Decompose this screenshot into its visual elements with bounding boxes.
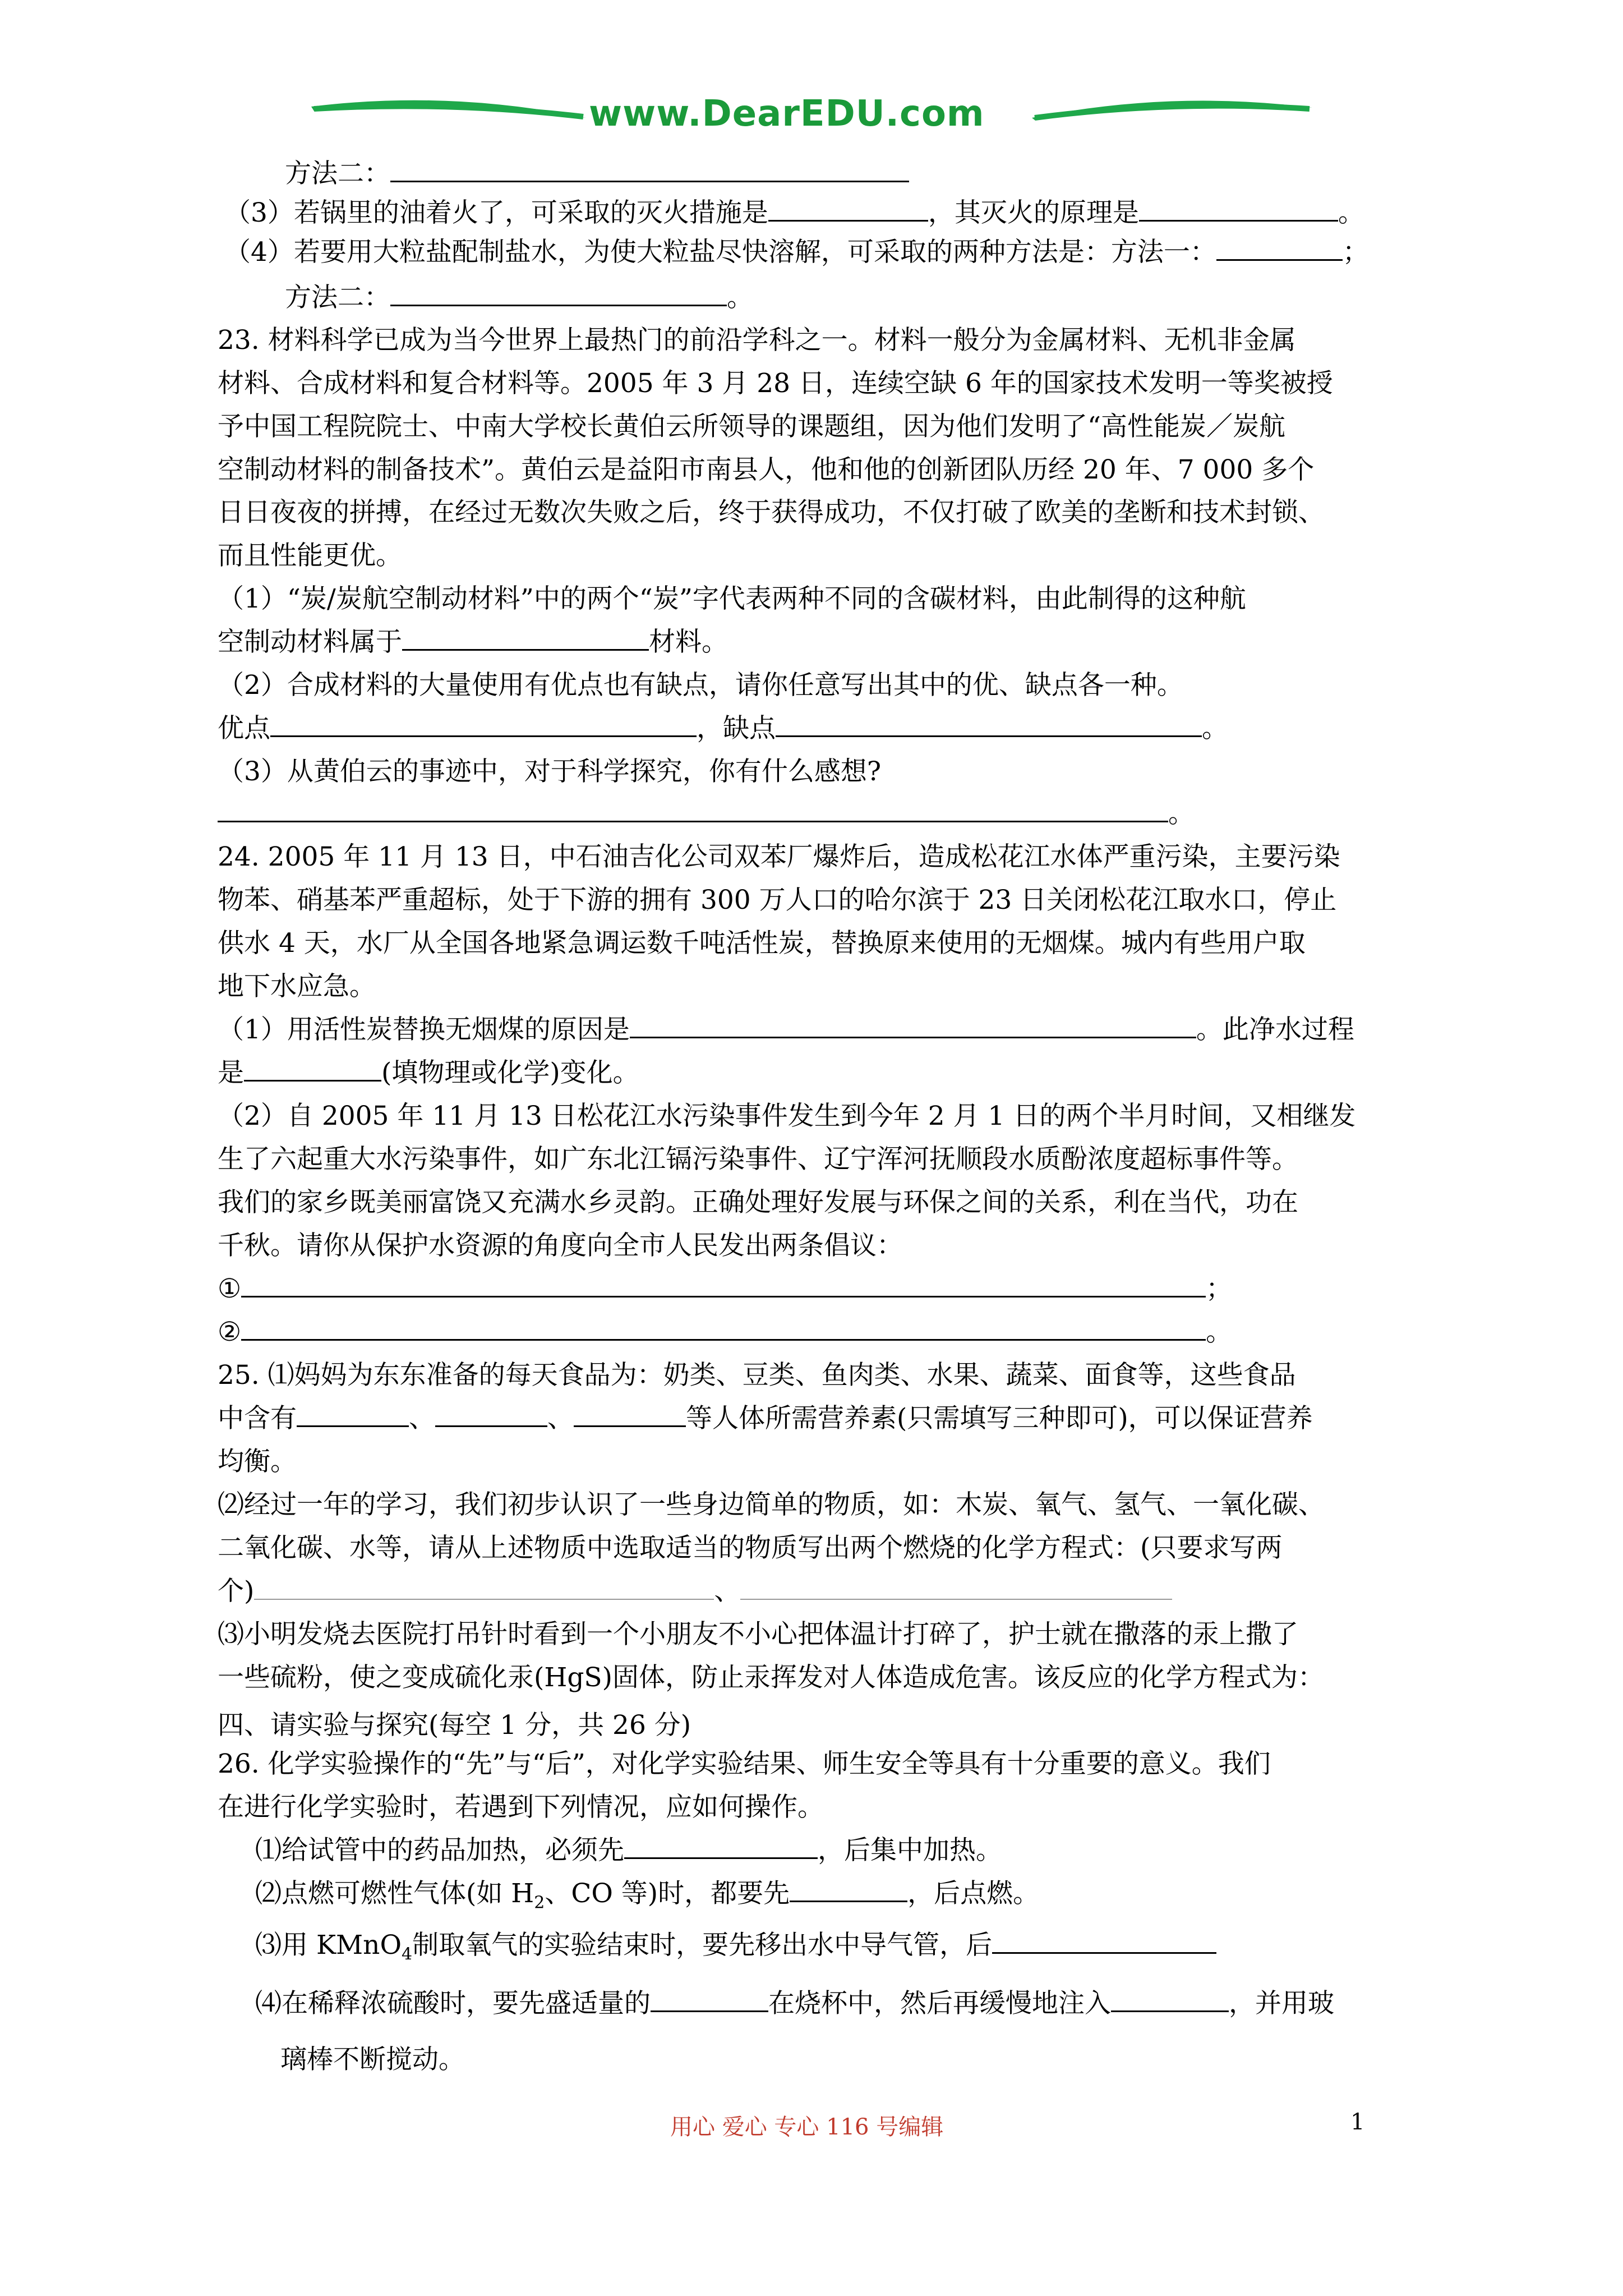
text-line: 生了六起重大水污染事件，如广东北江镉污染事件、辽宁浑河抚顺段水质酚浓度超标事件等。 <box>218 1144 1298 1175</box>
page-number: 1 <box>1350 2109 1365 2135</box>
text-line: 26. 化学实验操作的“先”与“后”，对化学实验结果、师生安全等具有十分重要的意义。我们 <box>218 1749 1271 1779</box>
text-line: （3）若锅里的油着火了，可采取的灭火措施是 ，其灭火的原理是 。 <box>224 197 1364 228</box>
text-line: 均衡。 <box>218 1446 297 1477</box>
text-line: ⑵经过一年的学习，我们初步认识了一些身边简单的物质，如：木炭、氧气、氢气、一氧化碳、 <box>218 1489 1325 1520</box>
text-line: 而且性能更优。 <box>218 540 402 571</box>
text-line: 空制动材料属于 材料。 <box>218 627 728 657</box>
text-line: 方法二： <box>285 156 909 192</box>
text-line: 璃棒不断搅动。 <box>280 2044 465 2075</box>
text-line: 予中国工程院院士、中南大学校长黄伯云所领导的课题组，因为他们发明了“高性能炭／炭航 <box>218 411 1286 442</box>
text-line: 我们的家乡既美丽富饶又充满水乡灵韵。正确处理好发展与环保之间的关系，利在当代，功在 <box>218 1187 1298 1218</box>
text-line: 材料、合成材料和复合材料等。2005 年 3 月 28 日，连续空缺 6 年的国家技术发明一等奖被授 <box>218 368 1333 399</box>
text-line: ② 。 <box>218 1317 1233 1347</box>
text-line: （1）“炭/炭航空制动材料”中的两个“炭”字代表两种不同的含碳材料，由此制得的这种航 <box>218 583 1246 614</box>
text-line: 供水 4 天，水厂从全国各地紧急调运数千吨活性炭，替换原来使用的无烟煤。城内有些用户取 <box>218 928 1306 959</box>
text-line: 优点 ，缺点 。 <box>218 713 1228 744</box>
text-line: 个) 、 <box>218 1573 1172 1609</box>
text-line: 是 (填物理或化学)变化。 <box>218 1057 639 1088</box>
text-line: （2）合成材料的大量使用有优点也有缺点，请你任意写出其中的优、缺点各一种。 <box>218 670 1183 701</box>
text-line: ⑶用 KMnO$_4$制取氧气的实验结束时，要先移出水中导气管，后 <box>255 1927 1216 1972</box>
site-logo-text: www.DearEDU.com <box>589 93 985 135</box>
text-line: 。 <box>218 796 1195 832</box>
text-line: 方法二： 。 <box>285 282 753 313</box>
text-line: （3）从黄伯云的事迹中，对于科学探究，你有什么感想? <box>218 756 882 787</box>
text-line: 空制动材料的制备技术”。黄伯云是益阳市南县人，他和他的创新团队历经 20 年、7 000 多个 <box>218 454 1315 485</box>
text-line: 23. 材料科学已成为当今世界上最热门的前沿学科之一。材料一般分为金属材料、无机非金属 <box>218 325 1296 356</box>
text-line: 一些硫粉，使之变成硫化汞(HgS)固体，防止汞挥发对人体造成危害。该反应的化学方程式为： <box>218 1662 1324 1693</box>
text-line: 24. 2005 年 11 月 13 日，中石油吉化公司双苯厂爆炸后，造成松花江水体严重污染，主要污染 <box>218 841 1340 872</box>
text-line: 二氧化碳、水等，请从上述物质中选取适当的物质写出两个燃烧的化学方程式：(只要求写两 <box>218 1533 1283 1563</box>
text-line: 千秋。请你从保护水资源的角度向全市人民发出两条倡议： <box>218 1230 903 1261</box>
text-line: （4）若要用大粒盐配制盐水，为使大粒盐尽快溶解，可采取的两种方法是：方法一： ； <box>224 237 1369 268</box>
text-line: 物苯、硝基苯严重超标，处于下游的拥有 300 万人口的哈尔滨于 23 日关闭松花江取水口，停止 <box>218 885 1337 915</box>
section-heading: 四、请实验与探究(每空 1 分，共 26 分) <box>218 1710 691 1741</box>
text-line: 25. ⑴妈妈为东东准备的每天食品为：奶类、豆类、鱼肉类、水果、蔬菜、面食等，这些食品 <box>218 1360 1296 1391</box>
text-line: 日日夜夜的拼搏，在经过无数次失败之后，终于获得成功，不仅打破了欧美的垄断和技术封锁、 <box>218 497 1325 528</box>
text-line: （1）用活性炭替换无烟煤的原因是 。此净水过程 <box>218 1014 1354 1045</box>
text-line: 中含有 、 、 等人体所需营养素(只需填写三种即可)，可以保证营养 <box>218 1403 1313 1434</box>
text-line: ⑷在稀释浓硫酸时，要先盛适量的 在烧杯中，然后再缓慢地注入 ，并用玻 <box>255 1988 1334 2019</box>
text-line: ⑶小明发烧去医院打吊针时看到一个小朋友不小心把体温计打碎了，护士就在撒落的汞上撒了 <box>218 1619 1298 1650</box>
footer-text: 用心 爱心 专心 116 号编辑 <box>670 2114 944 2140</box>
text-line: ⑴给试管中的药品加热，必须先 ，后集中加热。 <box>255 1835 1002 1866</box>
text-line: （2）自 2005 年 11 月 13 日松花江水污染事件发生到今年 2 月 1 日的两个半月时间，又相继发 <box>218 1101 1356 1131</box>
text-line: 地下水应急。 <box>218 971 376 1002</box>
text-line: ⑵点燃可燃性气体(如 $H_2$、CO 等)时，都要先 ，后点燃。 <box>255 1878 1040 1913</box>
text-line: ① ； <box>218 1273 1233 1304</box>
text-line: 在进行化学实验时，若遇到下列情况，应如何操作。 <box>218 1792 824 1823</box>
